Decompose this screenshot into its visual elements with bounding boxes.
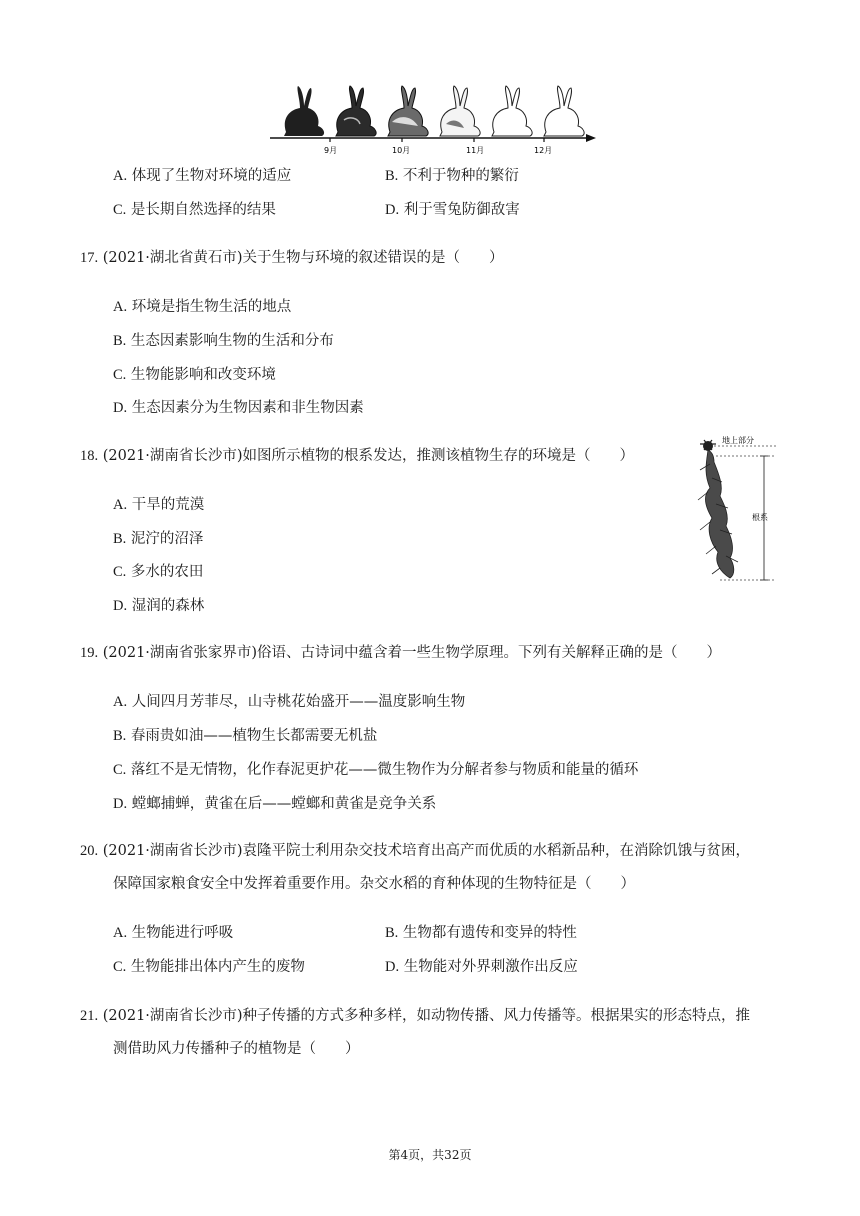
rabbit-3 xyxy=(388,86,428,136)
q16-option-a: A. 体现了生物对环境的适应 xyxy=(113,168,292,184)
q18-stem: 18. (2021·湖南省长沙市)如图所示植物的根系发达，推测该植物生存的环境是（ ） xyxy=(80,448,635,464)
q18-option-c: C. 多水的农田 xyxy=(113,564,204,580)
q17-option-b: B. 生态因素影响生物的生活和分布 xyxy=(113,333,334,349)
q17-option-c: C. 生物能影响和改变环境 xyxy=(113,367,276,383)
month-label: 10月 xyxy=(392,146,411,155)
month-label: 9月 xyxy=(324,146,338,155)
label-root-system: 根系 xyxy=(752,513,768,522)
q19-option-a: A. 人间四月芳菲尽，山寺桃花始盛开——温度影响生物 xyxy=(113,694,466,710)
q17-option-a: A. 环境是指生物生活的地点 xyxy=(113,299,292,315)
q20-stem-line1: 20. (2021·湖南省长沙市)袁隆平院士利用杂交技术培育出高产而优质的水稻新品种，在消除饥饿与贫困， xyxy=(80,843,751,859)
label-above-ground: 地上部分 xyxy=(722,436,754,445)
q16-option-b: B. 不利于物种的繁衍 xyxy=(385,168,519,184)
q16-option-d: D. 利于雪兔防御敌害 xyxy=(385,202,520,218)
q18-option-d: D. 湿润的森林 xyxy=(113,598,205,614)
q21-stem-line2: 测借助风力传播种子的植物是（ ） xyxy=(113,1041,360,1057)
rabbit-1 xyxy=(284,86,324,136)
q21-stem-line1: 21. (2021·湖南省长沙市)种子传播的方式多种多样，如动物传播、风力传播等。根据果实的形态特点，推 xyxy=(80,1008,751,1024)
q19-option-c: C. 落红不是无情物，化作春泥更护花——微生物作为分解者参与物质和能量的循环 xyxy=(113,762,639,778)
q20-option-b: B. 生物都有遗传和变异的特性 xyxy=(385,925,577,941)
rabbit-2 xyxy=(336,86,376,136)
page-footer: 第4页，共32页 xyxy=(388,1148,472,1162)
q17-option-d: D. 生态因素分为生物因素和非生物因素 xyxy=(113,400,364,416)
plant-root-figure xyxy=(690,434,790,584)
month-label: 11月 xyxy=(466,146,485,155)
rabbit-5 xyxy=(492,86,532,136)
q18-option-b: B. 泥泞的沼泽 xyxy=(113,531,204,547)
rabbit-4 xyxy=(440,86,480,136)
q19-option-b: B. 春雨贵如油——植物生长都需要无机盐 xyxy=(113,728,378,744)
rabbit-coat-figure xyxy=(268,80,598,160)
q20-option-a: A. 生物能进行呼吸 xyxy=(113,925,234,941)
month-label: 12月 xyxy=(534,146,553,155)
q20-option-c: C. 生物能排出体内产生的废物 xyxy=(113,959,305,975)
q20-option-d: D. 生物能对外界刺激作出反应 xyxy=(385,959,578,975)
rabbit-6 xyxy=(544,86,584,136)
q18-option-a: A. 干旱的荒漠 xyxy=(113,497,205,513)
q19-option-d: D. 螳螂捕蝉，黄雀在后——螳螂和黄雀是竞争关系 xyxy=(113,796,437,812)
q19-stem: 19. (2021·湖南省张家界市)俗语、古诗词中蕴含着一些生物学原理。下列有关解释正确的是（ ） xyxy=(80,645,722,661)
q20-stem-line2: 保障国家粮食安全中发挥着重要作用。杂交水稻的育种体现的生物特征是（ ） xyxy=(113,876,635,892)
q16-option-c: C. 是长期自然选择的结果 xyxy=(113,202,276,218)
q17-stem: 17. (2021·湖北省黄石市)关于生物与环境的叙述错误的是（ ） xyxy=(80,250,504,266)
